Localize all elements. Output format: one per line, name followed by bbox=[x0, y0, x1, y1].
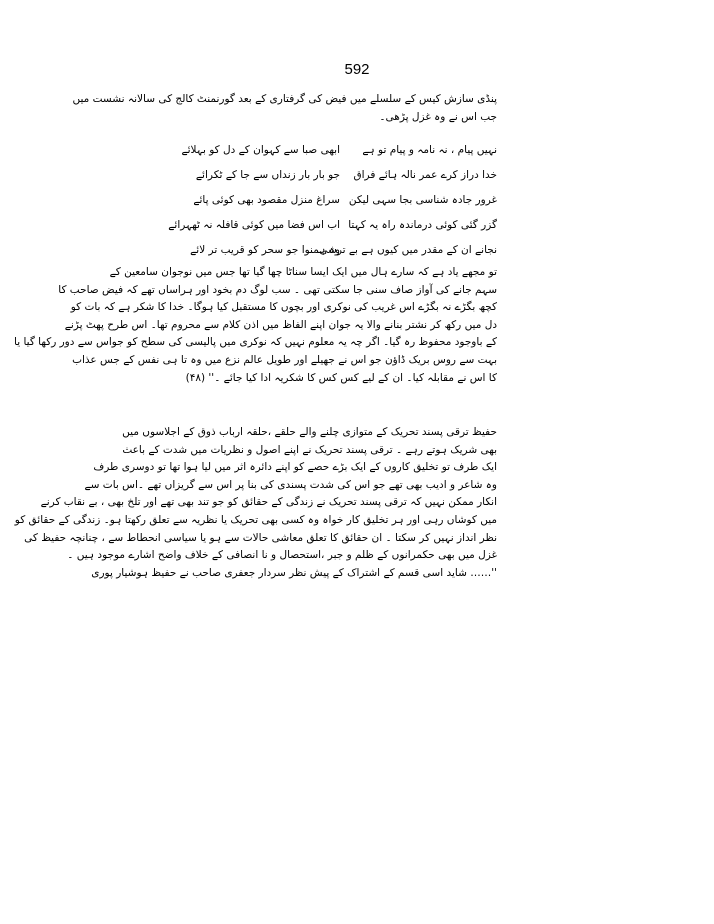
paragraph-line: ''…… شاید اسی قسم کے اشتراک کے پیش نظر سردار جعفری صاحب نے حفیظ ہوشیار پوری bbox=[91, 566, 497, 579]
page-number: 592 bbox=[344, 61, 370, 78]
poem-block bbox=[168, 138, 497, 263]
verse-first-misra: نجانے ان کے مقدر میں کیوں ہے بے ترشی bbox=[319, 244, 497, 256]
paragraph-line: سہم جانے کی آواز صاف سنی جا سکتی تھی ۔ سب لوگ دم بخود اور ہراساں تھے کہ فیض صاحب کا bbox=[58, 283, 497, 296]
verse-first-misra: خدا دراز کرے عمر نالہ ہائے فراق bbox=[353, 169, 497, 181]
paragraph-line: وہ شاعر و ادیب بھی تھے جو اس کی شدت پسندی کی بنا پر اس سے گریزاں تھے ۔اس بات سے bbox=[84, 478, 497, 491]
paragraph-line: حفیظ ترقی پسند تحریک کے متوازی چلنے والے حلقے ،حلقہ ارباب ذوق کے اجلاسوں میں bbox=[122, 426, 497, 438]
paragraph-line: بہت سے روس بریک ڈاؤن جو اس نے جھیلے اور طویل عالم نزع میں وہ تا ہی نفس کے جس عذاب bbox=[72, 353, 497, 366]
couplet-row bbox=[190, 238, 497, 263]
couplet-row bbox=[195, 163, 497, 188]
paragraph-2 bbox=[14, 424, 497, 582]
paragraph-line: نظر انداز نہیں کر سکتا ۔ ان حقائق کا تعلق معاشی حالات سے ہو یا سیاسی انحطاط سے ، چنانچہ حفیظ کی bbox=[24, 531, 497, 544]
intro-line: پنڈی سازش کیس کے سلسلے میں فیض کی گرفتاری کے بعد گورنمنٹ کالج کی سالانہ نشست میں bbox=[72, 93, 497, 105]
verse-first-misra: نہیں پیام ، نہ نامہ و پیام تو ہے bbox=[362, 144, 497, 156]
verse-first-misra: گزر گئی کوئی درماندہ راہ یہ کہتا bbox=[348, 219, 497, 231]
verse-second-misra: جو بار بار زنداں سے جا کے ٹکرائے bbox=[195, 169, 340, 181]
verse-second-misra: ابھی صبا سے کہوان کے دل کو بہلائے bbox=[181, 144, 340, 156]
verse-second-misra: وہ ہمنوا جو سحر کو قریب تر لائے bbox=[190, 244, 340, 256]
couplet-row bbox=[181, 138, 497, 163]
paragraph-line: دل میں رکھ کر نشتر بنانے والا یہ جوان اپنے الفاظ میں اذن کلام سے محروم تھا۔ اس طرح پھٹ پڑنے bbox=[64, 318, 497, 331]
verse-second-misra: اب اس فضا میں کوئی قافلہ نہ ٹھہرائے bbox=[168, 219, 340, 231]
paragraph-line: تو مجھے یاد ہے کہ سارے ہال میں ایک ایسا سناٹا چھا گیا تھا جس میں نوجوان سامعین کے bbox=[109, 266, 497, 278]
intro-paragraph bbox=[72, 91, 497, 126]
paragraph-line: انکار ممکن نہیں کہ ترقی پسند تحریک نے زندگی کے حقائق کو جو تند بھی تھے اور تلخ بھی ، بے نقاب کرنے bbox=[40, 496, 497, 509]
intro-line: جب اس نے وہ غزل پڑھی۔ bbox=[379, 110, 497, 123]
paragraph-line: کچھ بگڑے نہ بگڑے اس غریب کی نوکری اور بچوں کا مستقبل کیا ہوگا۔ خدا کا شکر ہے کہ بات کو bbox=[70, 301, 497, 314]
paragraph-line: کے باوجود محفوظ رہ گیا۔ اگر چہ یہ معلوم نہیں کہ نوکری میں پالیسی کی سطح کو جواس سے دور رکھا گیا یا bbox=[14, 336, 497, 349]
paragraph-line: میں کوشاں رہی اور ہر تخلیق کار خواہ وہ کسی بھی تحریک یا نظریہ سے تعلق رکھتا ہو۔ زندگی کے حقائق کو bbox=[14, 513, 497, 526]
verse-first-misra: غرور جادہ شناسی بجا سہی لیکن bbox=[348, 194, 497, 206]
paragraph-line: غزل میں بھی حکمرانوں کے ظلم و جبر ،استحصال و نا انصافی کے خلاف واضح اشارے موجود ہیں ۔ bbox=[67, 549, 497, 562]
verse-second-misra: سراغ منزل مقصود بھی کوئی پائے bbox=[193, 194, 340, 206]
paragraph-line: کا اس نے مقابلہ کیا۔ ان کے لیے کس کس کا شکریہ ادا کیا جائے ۔'' (۴۸) bbox=[185, 371, 497, 384]
paragraph-line: ایک طرف تو تخلیق کاروں کے ایک بڑے حصے کو اپنے دائرہ اثر میں لیا ہوا تھا تو دوسری طرف bbox=[93, 461, 497, 474]
couplet-row bbox=[193, 188, 497, 213]
couplet-row bbox=[168, 213, 497, 238]
paragraph-line: بھی شریک ہوتے رہے ۔ ترقی پسند تحریک نے اپنے اصول و نظریات میں شدت کے باعث bbox=[122, 443, 497, 456]
paragraph-1 bbox=[14, 264, 497, 387]
